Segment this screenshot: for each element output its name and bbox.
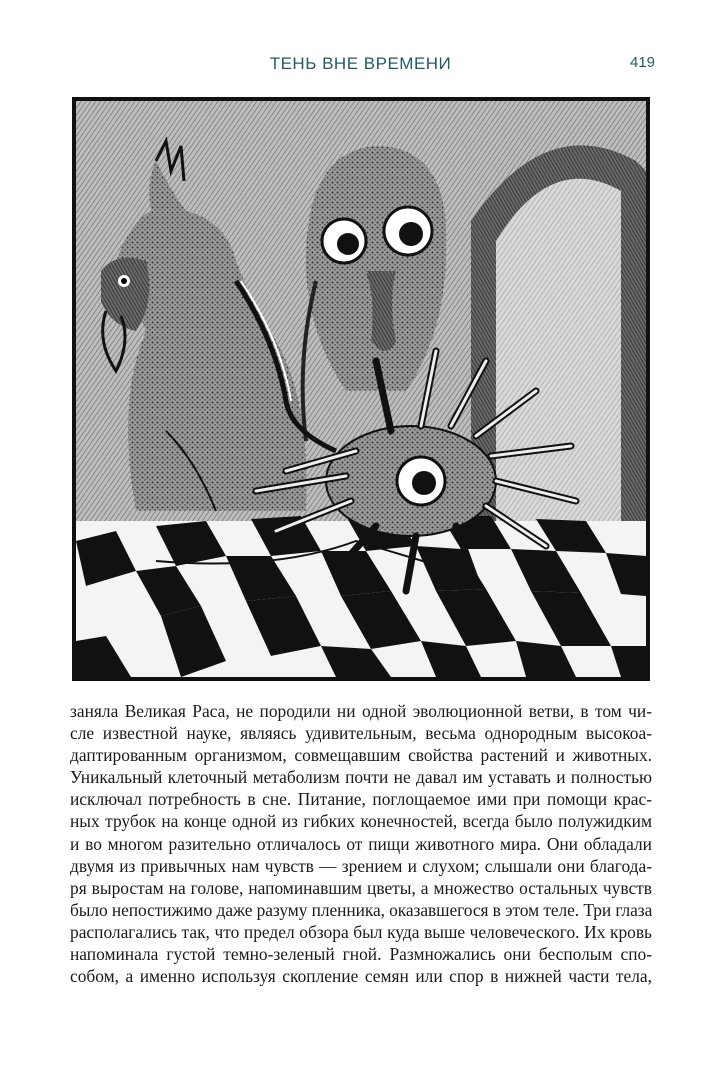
illustration	[72, 97, 650, 681]
text-line: было непостижимо даже разуму пленника, оказавшегося в этом теле. Три глаза	[70, 899, 653, 920]
illustration-drawing	[76, 101, 646, 677]
text-line: ных трубок на конце одной из гибких конечностей, всегда было полужидким	[70, 811, 652, 832]
text-line: сле известной науке, являясь удивительным, весьма однородным высокоа-	[70, 723, 652, 744]
text-line: и во многом разительно отличалось от пищи животного мира. Они обладали	[70, 833, 652, 854]
page-number: 419	[630, 54, 656, 71]
text-line: заняла Великая Раса, не породили ни одной эволюционной ветви, в том чи-	[70, 701, 652, 721]
text-line: Уникальный клеточный метаболизм почти не давал им уставать и полностью	[70, 767, 652, 788]
text-line: двумя из привычных нам чувств — зрением и слухом; слышали они благода-	[70, 855, 652, 876]
text-line: напоминала густой темно-зеленый гной. Размножались они бесполым спо-	[70, 944, 652, 965]
text-line: собом, а именно используя скопление семян или спор в нижней части тела,	[70, 966, 652, 987]
text-line: располагались так, что предел обзора был куда выше человеческого. Их кровь	[70, 921, 652, 942]
running-title: ТЕНЬ ВНЕ ВРЕМЕНИ	[269, 54, 452, 73]
text-line: даптированным организмом, совмещавшим свойства растений и животных.	[70, 745, 652, 766]
text-line: ря выростам на голове, напоминавшим цветы, а множество остальных чувств	[70, 877, 652, 898]
text-line: исключал потребность в сне. Питание, поглощаемое ими при помощи крас-	[70, 789, 652, 810]
body-text	[70, 700, 652, 987]
